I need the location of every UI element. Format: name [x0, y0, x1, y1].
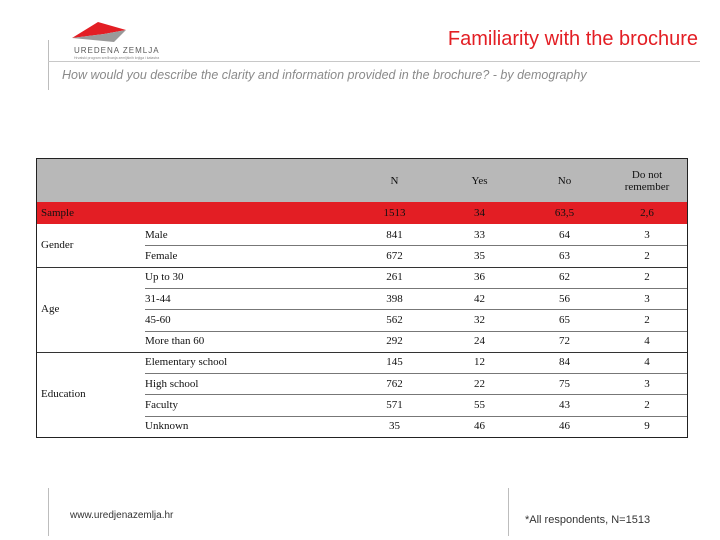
row-label: Male — [145, 228, 168, 241]
footer-url: www.uredjenazemlja.hr — [70, 510, 174, 521]
cell-n: 672 — [386, 249, 403, 262]
cell-do-not-remember: 4 — [644, 356, 650, 369]
cell-yes: 22 — [474, 377, 485, 390]
cell-n: 292 — [386, 335, 403, 348]
footnote: *All respondents, N=1513 — [525, 514, 651, 526]
cell-yes: 46 — [474, 420, 485, 433]
sample-n: 1513 — [383, 207, 406, 219]
cell-yes: 32 — [474, 313, 485, 326]
cell-no: 65 — [559, 313, 570, 326]
table-header — [37, 159, 687, 202]
cell-do-not-remember: 3 — [644, 228, 650, 241]
cell-yes: 12 — [474, 356, 485, 369]
logo-text: UREDENA ZEMLJA — [74, 46, 160, 55]
row-label: Up to 30 — [145, 271, 184, 284]
col-header-no: No — [557, 174, 572, 187]
sample-do-not-remember: 2,6 — [640, 207, 654, 219]
cell-yes: 55 — [474, 399, 485, 412]
cell-no: 84 — [559, 356, 570, 369]
cell-no: 56 — [559, 292, 570, 305]
row-label: 31-44 — [145, 292, 171, 305]
sample-yes: 34 — [474, 207, 485, 219]
page-title: Familiarity with the brochure — [447, 28, 698, 50]
row-label: Elementary school — [145, 356, 228, 369]
cell-no: 62 — [559, 271, 570, 284]
cell-do-not-remember: 3 — [644, 377, 650, 390]
divider-bottom-left — [48, 488, 49, 536]
logo-subtext: Hrvatski program sređivanja zemljišnih knjiga i katastra — [74, 56, 160, 60]
cell-yes: 42 — [474, 292, 485, 305]
col-header-do-not-remember: Do not remember — [624, 168, 670, 193]
sample-no: 63,5 — [554, 207, 575, 219]
group-label: Gender — [41, 239, 74, 252]
cell-do-not-remember: 2 — [644, 271, 650, 284]
group-label: Age — [41, 303, 60, 316]
row-label: 45-60 — [145, 313, 171, 326]
cell-no: 43 — [559, 399, 570, 412]
col-header-n: N — [390, 174, 399, 187]
cell-n: 762 — [386, 377, 403, 390]
cell-no: 63 — [559, 249, 570, 262]
cell-n: 35 — [389, 420, 400, 433]
cell-yes: 36 — [474, 271, 485, 284]
cell-do-not-remember: 3 — [644, 292, 650, 305]
cell-do-not-remember: 4 — [644, 335, 650, 348]
title-rule — [48, 61, 700, 62]
cell-n: 145 — [386, 356, 403, 369]
cell-yes: 35 — [474, 249, 485, 262]
cell-no: 64 — [559, 228, 570, 241]
row-label: More than 60 — [145, 335, 205, 348]
cell-yes: 33 — [474, 228, 485, 241]
cell-do-not-remember: 2 — [644, 249, 650, 262]
cell-yes: 24 — [474, 335, 485, 348]
group-label: Education — [41, 388, 86, 401]
col-header-yes: Yes — [471, 174, 488, 187]
cell-n: 562 — [386, 313, 403, 326]
divider-bottom-right — [508, 488, 509, 536]
row-label: Female — [145, 249, 178, 262]
cell-n: 261 — [386, 271, 403, 284]
cell-do-not-remember: 9 — [644, 420, 650, 433]
cell-n: 571 — [386, 399, 403, 412]
cell-no: 46 — [559, 420, 570, 433]
cell-n: 398 — [386, 292, 403, 305]
cell-do-not-remember: 2 — [644, 313, 650, 326]
cell-no: 72 — [559, 335, 570, 348]
cell-no: 75 — [559, 377, 570, 390]
sample-row — [37, 202, 687, 224]
row-label: Unknown — [145, 420, 189, 433]
cell-n: 841 — [386, 228, 403, 241]
row-label: Faculty — [145, 399, 178, 412]
page-subtitle: How would you describe the clarity and information provided in the brochure? - by demography — [62, 68, 587, 82]
divider-top — [48, 40, 49, 90]
row-label: High school — [145, 377, 199, 390]
demography-table — [36, 158, 688, 438]
sample-label: Sample — [41, 207, 74, 219]
cell-do-not-remember: 2 — [644, 399, 650, 412]
